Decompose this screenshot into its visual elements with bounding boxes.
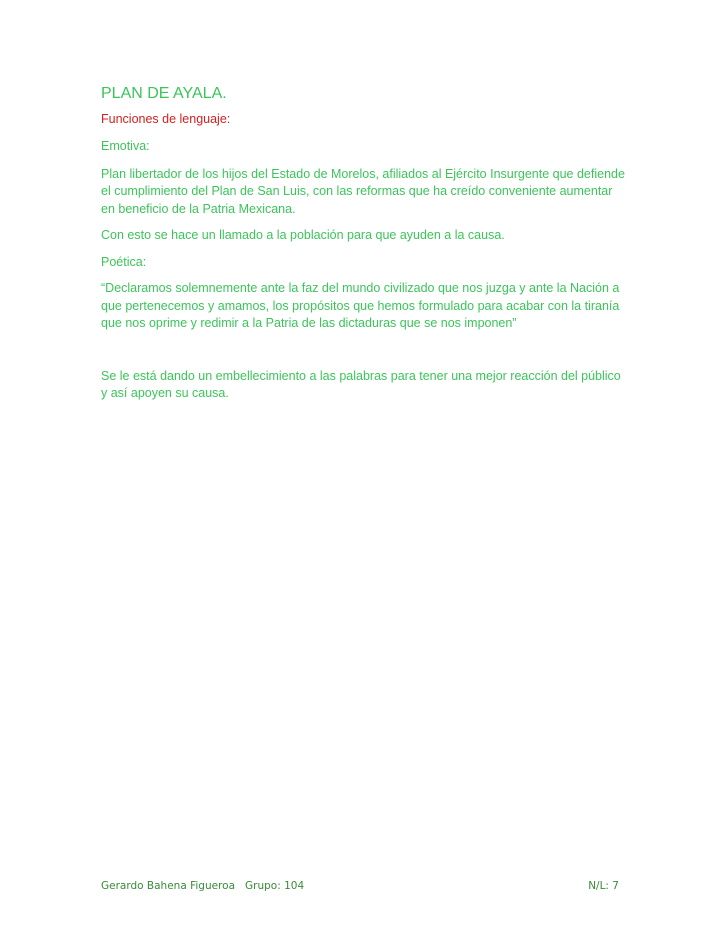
page-title: PLAN DE AYALA. xyxy=(101,85,227,102)
poetica-explanation: Se le está dando un embellecimiento a las palabras para tener una mejor reacción del público y así apoyen su causa. xyxy=(101,368,621,400)
footer-list-number: N/L: 7 xyxy=(588,880,619,892)
poetica-heading: Poética: xyxy=(101,254,147,269)
emotiva-explanation: Con esto se hace un llamado a la población para que ayuden a la causa. xyxy=(101,228,505,242)
emotiva-paragraph: Plan libertador de los hijos del Estado de Morelos, afiliados al Ejército Insurgente que defiende el cumplimiento del Plan de San Luis, con las reformas que ha creído conveniente aumentar en beneficio de la Patria Mexicana. xyxy=(101,166,625,216)
emotiva-heading: Emotiva: xyxy=(101,139,150,153)
document-body xyxy=(101,84,626,403)
footer-author-group: Gerardo Bahena Figueroa Grupo: 104 xyxy=(101,880,305,892)
poetica-quote: “Declaramos solemnemente ante la faz del mundo civilizado que nos juzga y ante la Nación a que pertenecemos y amamos, los propósitos que hemos formulado para acabar con la tiranía que nos oprime y redimir a la Patria de las dictaduras que se nos imponen” xyxy=(101,281,620,330)
section-subtitle: Funciones de lenguaje: xyxy=(101,112,231,126)
page-footer xyxy=(101,880,619,896)
